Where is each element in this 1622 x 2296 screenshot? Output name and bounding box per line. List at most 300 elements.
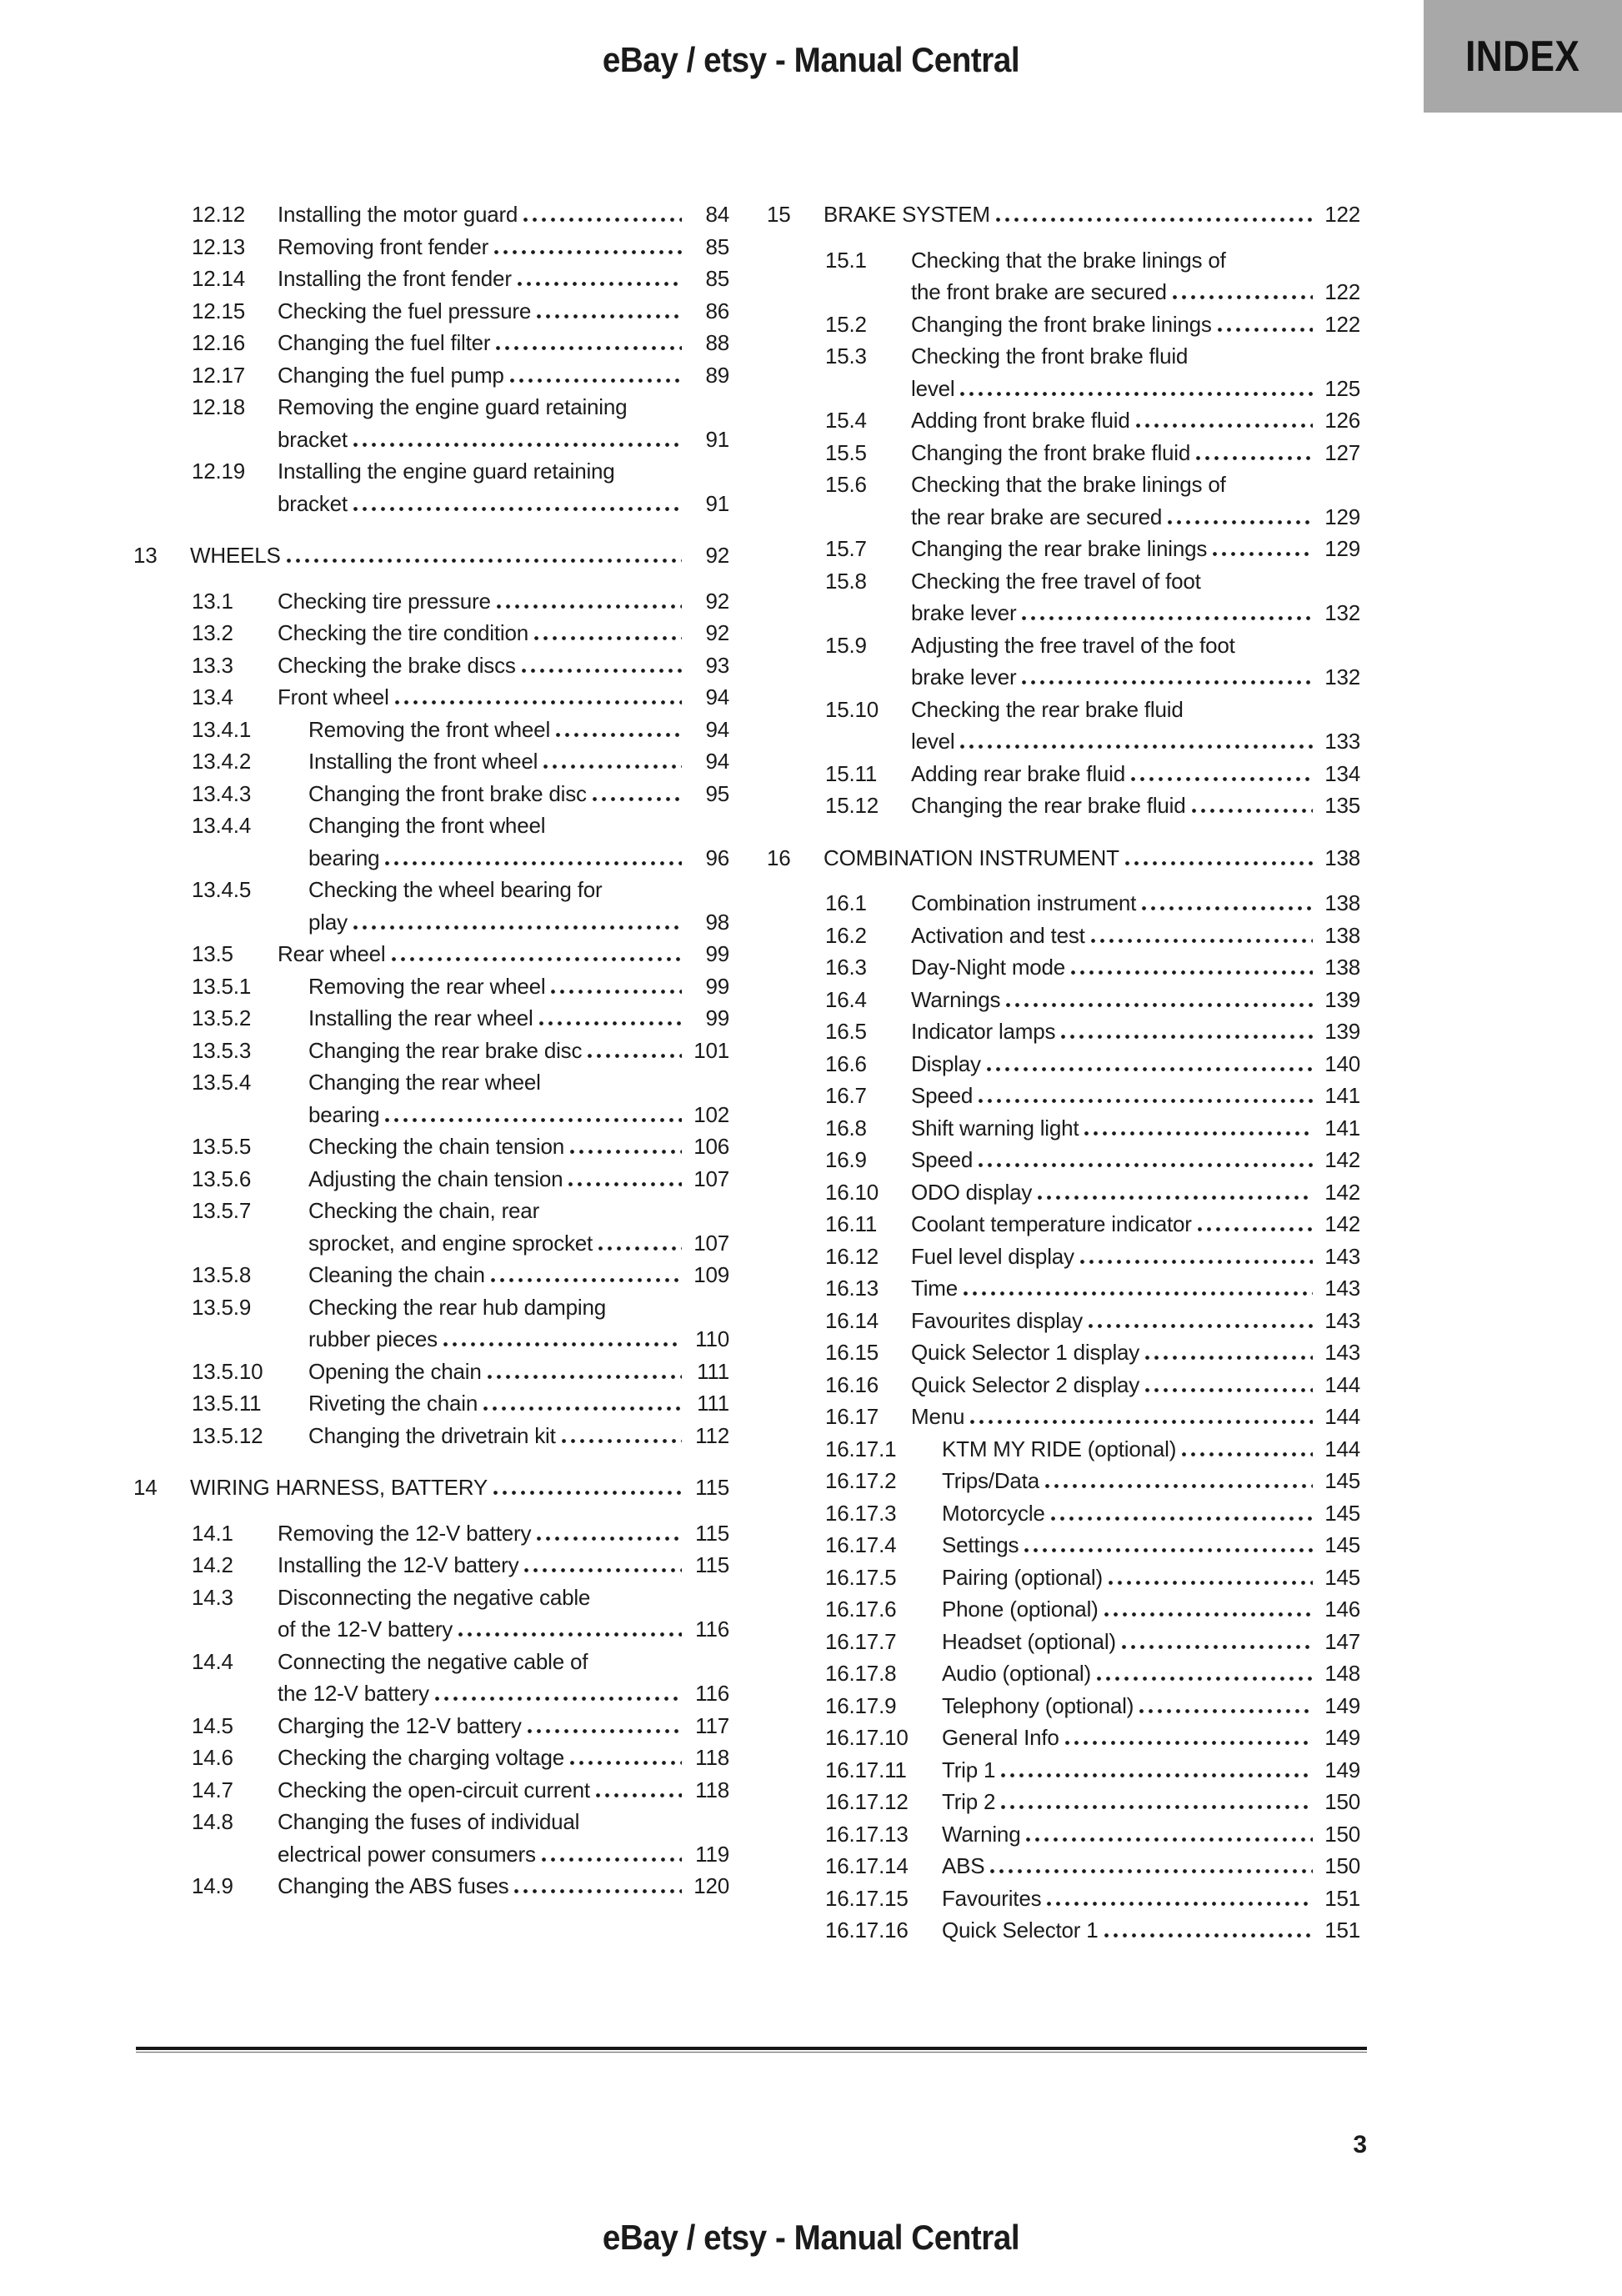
toc-page-number: 96 [705,845,729,870]
toc-entry-title: Motorcycle [942,1500,1045,1526]
toc-entry-number: 13.5.3 [192,1037,252,1063]
toc-entry-row [133,198,729,231]
toc-entry-title: Combination instrument [911,890,1137,915]
dot-leader [1125,861,1313,865]
toc-entry-number: 14.4 [192,1648,233,1674]
toc-page-number: 144 [1324,1404,1360,1429]
toc-entry-row [767,1112,1360,1145]
toc-entry-row [133,1195,729,1259]
toc-line [767,887,1360,920]
toc-entry-number: 15.12 [825,793,879,818]
toc-entry-number: 16.17.8 [825,1661,897,1686]
toc-entry-title: Warning [942,1821,1021,1847]
toc-line [767,1336,1360,1369]
toc-page-number: 94 [705,684,729,709]
dot-leader [543,764,682,769]
toc-page-number: 86 [705,298,729,323]
dot-leader [1006,1003,1313,1007]
toc-entry-number: 13.3 [192,652,233,678]
toc-entry-number: 14 [133,1475,158,1500]
toc-entry-number: 16.6 [825,1050,867,1076]
toc-page-number: 149 [1324,1725,1360,1750]
dot-leader [542,1857,682,1862]
toc-line [767,725,1360,758]
toc-line [133,1742,729,1774]
toc-line [133,359,729,392]
toc-entry-title: Removing front fender [278,233,489,259]
toc-entry-row [767,1369,1360,1401]
toc-page-number: 111 [697,1391,729,1416]
toc-page-number: 146 [1324,1597,1360,1622]
toc-entry-row [133,231,729,263]
toc-entry-row [133,327,729,359]
toc-line [133,842,729,875]
toc-page-number: 122 [1324,279,1360,304]
toc-page-number: 150 [1324,1853,1360,1878]
dot-leader [353,507,682,511]
dot-leader [1061,1035,1313,1039]
toc-page-number: 93 [705,652,729,678]
dot-leader [1145,1356,1313,1360]
toc-entry-title: Checking the open-circuit current [278,1777,590,1802]
toc-page-number: 143 [1324,1307,1360,1333]
toc-line [767,1818,1360,1851]
toc-page-number: 102 [693,1101,729,1127]
toc-line [133,1806,729,1838]
toc-line [133,617,729,649]
dot-leader [598,1246,682,1251]
toc-page-number: 119 [695,1841,729,1867]
toc-line [133,1677,729,1710]
dot-leader [518,282,682,286]
toc-entry-title: level [911,375,955,401]
toc-entry-row [133,359,729,392]
toc-entry-row [767,1722,1360,1754]
toc-entry-number: 13.4.5 [192,877,252,902]
toc-entry-row [767,790,1360,822]
toc-entry-title: Speed [911,1147,974,1172]
toc-page-number: 91 [705,490,729,516]
dot-leader [1091,939,1313,943]
toc-entry-title: Checking the chain, rear [308,1198,540,1223]
toc-entry-title: Favourites [942,1885,1042,1911]
toc-entry-row [767,1433,1360,1466]
toc-entry-number: 13.1 [192,588,233,614]
toc-line [133,1613,729,1646]
toc-entry-number: 16.17 [825,1404,879,1429]
dot-leader [970,1420,1313,1424]
toc-line [767,1208,1360,1241]
dot-leader [493,1491,682,1495]
toc-line [767,629,1360,662]
toc-entry-title: Checking the rear brake fluid [911,696,1184,722]
toc-line [767,1241,1360,1273]
toc-entry-title: Quick Selector 2 display [911,1371,1140,1397]
toc-entry-number: 14.7 [192,1777,233,1802]
dot-leader [539,1021,682,1025]
toc-entry-row [767,1208,1360,1241]
toc-line [133,1517,729,1550]
toc-entry-row [767,1562,1360,1594]
toc-entry-number: 15.6 [825,472,867,497]
dot-leader [1173,295,1313,299]
toc-page-number: 144 [1324,1371,1360,1397]
toc-line [133,1195,729,1227]
toc-entry-number: 13.5.12 [192,1422,263,1448]
toc-entry-title: Changing the front wheel [308,813,546,838]
toc-page-number: 138 [1324,845,1360,870]
toc-line [133,1549,729,1582]
toc-page-number: 144 [1324,1436,1360,1461]
toc-page-number: 95 [705,780,729,806]
toc-entry-number: 16.13 [825,1276,879,1301]
toc-entry-row [133,391,729,455]
toc-entry-title: Opening the chain [308,1358,482,1384]
toc-entry-row [767,1176,1360,1209]
toc-entry-row [767,1529,1360,1562]
toc-line [133,1323,729,1356]
toc-entry-row [767,308,1360,341]
toc-entry-title: Checking the rear hub damping [308,1294,606,1320]
toc-entry-title: Changing the rear brake disc [308,1037,583,1063]
dot-leader [510,378,682,383]
toc-entry-title: Phone (optional) [942,1597,1099,1622]
toc-line [767,1080,1360,1112]
toc-entry-title: COMBINATION INSTRUMENT [824,845,1119,870]
toc-entry-row [133,970,729,1003]
dot-leader [570,1150,682,1154]
toc-line [133,295,729,328]
toc-entry-number: 16.17.1 [825,1436,897,1461]
toc-line [133,906,729,939]
dot-leader [568,1182,682,1186]
toc-entry-number: 16.8 [825,1115,867,1140]
toc-line [767,694,1360,726]
toc-line [767,565,1360,598]
toc-line [767,1657,1360,1690]
toc-page-number: 120 [693,1873,729,1898]
toc-page-number: 117 [695,1712,729,1738]
toc-entry-title: Checking the fuel pressure [278,298,532,323]
toc-entry-number: 12.13 [192,233,246,259]
dot-leader [524,1568,682,1572]
toc-entry-title: Checking the free travel of foot [911,568,1201,594]
dot-leader [385,1118,682,1122]
toc-page-number: 143 [1324,1243,1360,1269]
toc-entry-title: Favourites display [911,1307,1083,1333]
toc-line [767,1562,1360,1594]
toc-entry-number: 16.17.16 [825,1918,909,1943]
toc-entry-row [767,629,1360,694]
toc-page-number: 98 [705,909,729,935]
toc-line [133,714,729,746]
toc-page-number: 110 [695,1326,729,1351]
toc-page-number: 138 [1324,890,1360,915]
toc-entry-row [767,1305,1360,1337]
toc-page-number: 132 [1324,664,1360,689]
toc-page-number: 92 [705,620,729,645]
toc-entry-number: 16.11 [825,1211,878,1236]
toc-entry-row [133,1806,729,1870]
toc-line [133,874,729,906]
toc-entry-number: 12.12 [192,202,246,227]
toc-entry-number: 12.16 [192,330,246,355]
toc-entry-title: Changing the fuel filter [278,330,491,355]
dot-leader [395,700,682,704]
dot-leader [1139,1709,1313,1713]
toc-line [133,539,729,572]
toc-page-number: 142 [1324,1211,1360,1236]
toc-entry-title: Removing the engine guard retaining [278,394,628,419]
toc-entry-row [133,1163,729,1196]
toc-entry-title: Day-Night mode [911,955,1066,980]
toc-entry-number: 16.16 [825,1371,879,1397]
toc-entry-title: Checking that the brake linings of [911,472,1226,497]
toc-entry-title: rubber pieces [308,1326,438,1351]
toc-entry-title: Checking the chain tension [308,1134,565,1159]
toc-entry-row [133,1774,729,1807]
toc-entry-number: 15.9 [825,632,867,658]
dot-leader [1196,456,1313,460]
toc-entry-row [133,810,729,874]
toc-entry-row [767,1272,1360,1305]
toc-page-number: 145 [1324,1500,1360,1526]
toc-entry-title: Removing the 12-V battery [278,1520,532,1546]
index-tab [1424,0,1622,113]
dot-leader [514,1889,682,1893]
toc-entry-number: 13.5.11 [192,1391,262,1416]
dot-leader [1051,1516,1313,1521]
toc-entry-row [133,1035,729,1067]
toc-entry-title: the rear brake are secured [911,504,1163,529]
toc-entry-number: 12.15 [192,298,246,323]
toc-entry-number: 16.5 [825,1019,867,1044]
toc-entry-row [133,617,729,649]
toc-line [767,1690,1360,1722]
toc-entry-title: bearing [308,1101,380,1127]
toc-entry-title: Activation and test [911,922,1085,948]
dot-leader [491,1278,682,1282]
toc-entry-title: Changing the front brake fluid [911,439,1191,465]
toc-entry-title: Checking the charging voltage [278,1745,564,1770]
toc-entry-row [767,984,1360,1016]
toc-page-number: 147 [1324,1628,1360,1654]
dot-leader [1192,809,1313,813]
toc-entry-title: electrical power consumers [278,1841,536,1867]
toc-page-number: 145 [1324,1468,1360,1493]
toc-entry-row [767,1786,1360,1818]
toc-entry-number: 16.17.2 [825,1468,897,1493]
toc-entry-number: 13.5.7 [192,1198,252,1223]
toc-entry-row [767,951,1360,984]
toc-line [133,970,729,1003]
toc-line [133,681,729,714]
toc-entry-number: 16.17.10 [825,1725,909,1750]
toc-page-number: 85 [705,233,729,259]
toc-page-number: 106 [693,1134,729,1159]
toc-line [133,938,729,970]
toc-page-number: 151 [1324,1918,1360,1943]
toc-line [133,1356,729,1388]
toc-line [133,231,729,263]
dot-leader [1065,1741,1313,1745]
toc-entry-title: WIRING HARNESS, BATTERY [190,1475,488,1500]
toc-entry-title: Audio (optional) [942,1661,1091,1686]
toc-entry-title: Adjusting the chain tension [308,1166,563,1191]
toc-page-number: 122 [1324,202,1360,227]
toc-entry-number: 16.17.11 [825,1757,907,1782]
dot-leader [523,218,682,222]
dot-leader [353,925,682,930]
toc-line [133,745,729,778]
toc-entry-title: Warnings [911,986,1001,1012]
toc-entry-number: 16.17.9 [825,1692,897,1718]
dot-leader [1089,1324,1313,1328]
toc-entry-title: bracket [278,490,348,516]
dot-leader [1097,1677,1313,1681]
toc-line [767,198,1360,231]
dot-leader [1071,970,1313,975]
toc-entry-row [767,1690,1360,1722]
toc-entry-row [767,437,1360,469]
toc-entry-row [767,758,1360,790]
toc-entry-title: Changing the front brake disc [308,780,587,806]
toc-entry-number: 13.4.3 [192,780,252,806]
toc-entry-row [767,1401,1360,1433]
toc-entry-number: 14.6 [192,1745,233,1770]
toc-entry-number: 13 [133,543,158,568]
toc-line [133,1035,729,1067]
toc-entry-title: Changing the ABS fuses [278,1873,509,1898]
dot-leader [562,1439,682,1443]
toc-page-number: 148 [1324,1661,1360,1686]
toc-line [767,1401,1360,1433]
footer-title: eBay / etsy - Manual Central [602,2218,1020,2257]
toc-entry-number: 16.1 [825,890,867,915]
toc-entry-number: 16.9 [825,1147,867,1172]
toc-page-number: 91 [705,426,729,452]
toc-entry-row [767,469,1360,533]
toc-entry-title: Headset (optional) [942,1628,1116,1654]
toc-entry-title: Adding front brake fluid [911,408,1130,433]
toc-line [133,1420,729,1452]
toc-page-number: 84 [705,202,729,227]
toc-page-number: 99 [705,1005,729,1030]
toc-line [767,1914,1360,1947]
toc-entry-number: 12.17 [192,362,246,388]
dot-leader [960,744,1313,749]
toc-line [133,778,729,810]
toc-page-number: 85 [705,266,729,291]
toc-entry-row [767,404,1360,437]
dot-leader [1001,1805,1313,1809]
toc-entry-number: 15.7 [825,536,867,561]
toc-entry-title: of the 12-V battery [278,1617,453,1642]
dot-leader [1168,520,1313,524]
dot-leader [1038,1196,1313,1200]
toc-entry-title: Installing the engine guard retaining [278,459,615,484]
toc-entry-row [767,694,1360,758]
toc-entry-title: Removing the front wheel [308,716,551,742]
toc-page-number: 138 [1324,955,1360,980]
toc-entry-number: 16.17.12 [825,1789,909,1814]
toc-entry-title: Trip 2 [942,1789,996,1814]
toc-line [133,1002,729,1035]
toc-line [767,1015,1360,1048]
toc-entry-number: 13.4.4 [192,813,252,838]
toc-entry-title: Speed [911,1083,974,1108]
dot-leader [1213,552,1313,556]
toc-entry-number: 15.3 [825,343,867,368]
toc-line [133,198,729,231]
dot-leader [385,861,682,865]
toc-page-number: 141 [1324,1115,1360,1140]
dot-leader [1136,424,1313,428]
toc-entry-number: 16 [767,845,791,870]
dot-leader [1218,328,1313,332]
toc-entry-row [133,1387,729,1420]
toc-entry-number: 14.5 [192,1712,233,1738]
toc-page-number: 107 [693,1166,729,1191]
dot-leader [458,1632,682,1637]
dot-leader [537,314,682,318]
dot-leader [1104,1612,1313,1617]
toc-entry-number: 15.1 [825,247,867,273]
toc-page-number: 118 [695,1745,729,1770]
toc-entry-number: 15.8 [825,568,867,594]
toc-entry-title: Indicator lamps [911,1019,1056,1044]
toc-page-number: 149 [1324,1757,1360,1782]
toc-page-number: 140 [1324,1050,1360,1076]
toc-line [767,1850,1360,1882]
toc-entry-title: Installing the motor guard [278,202,518,227]
dot-leader [1198,1227,1313,1231]
dot-leader [964,1291,1313,1296]
toc-line [767,469,1360,501]
toc-entry-title: Installing the front fender [278,266,512,291]
toc-line [133,424,729,456]
toc-line [133,810,729,842]
toc-entry-row [767,887,1360,920]
toc-page-number: 133 [1324,729,1360,754]
dot-leader [537,1537,682,1541]
toc-entry-row [767,1048,1360,1080]
toc-entry-row [133,1742,729,1774]
toc-page-number: 94 [705,749,729,774]
toc-entry-title: Charging the 12-V battery [278,1712,522,1738]
toc-entry-title: Riveting the chain [308,1391,478,1416]
dot-leader [392,957,682,961]
toc-page-number: 115 [695,1520,729,1546]
toc-line [767,790,1360,822]
toc-entry-row [133,1549,729,1582]
dot-leader [1131,777,1313,781]
toc-page-number: 112 [695,1422,729,1448]
dot-leader [1022,680,1313,684]
dot-leader [1104,1933,1313,1938]
toc-page-number: 151 [1324,1885,1360,1911]
dot-leader [1024,1548,1313,1552]
toc-entry-number: 14.8 [192,1809,233,1834]
toc-entry-number: 13.4 [192,684,233,709]
toc-line [133,1066,729,1099]
toc-line [133,1387,729,1420]
toc-entry-row [767,1080,1360,1112]
toc-page-number: 89 [705,362,729,388]
toc-line [133,1130,729,1163]
toc-line [133,1259,729,1291]
toc-entry-number: 16.17.13 [825,1821,909,1847]
